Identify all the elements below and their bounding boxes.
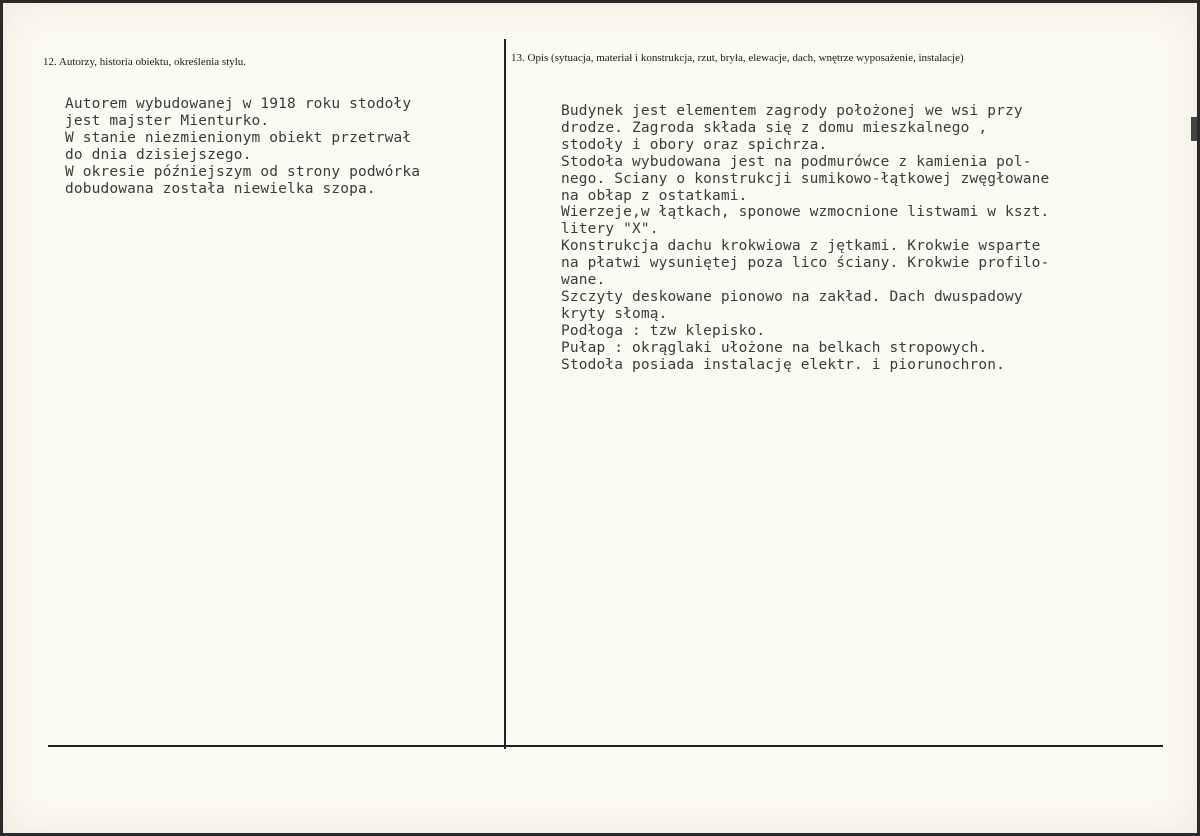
text-line: nego. Sciany o konstrukcji sumikowo-łątkowej zwęgłowane (561, 170, 1050, 187)
text-line: na obłap z ostatkami. (561, 187, 748, 204)
text-line: dobudowana została niewielka szopa. (65, 180, 376, 197)
scan-edge-mark (1191, 117, 1197, 141)
text-line: stodoły i obory oraz spichrza. (561, 136, 828, 153)
text-line: kryty słomą. (561, 305, 668, 322)
text-line: na płatwi wysuniętej poza lico ściany. Krokwie profilo- (561, 255, 1050, 272)
text-line: wane. (561, 272, 606, 289)
bottom-rule (48, 745, 1163, 747)
section-12-caption: 12. Autorzy, historia obiektu, określenia stylu. (43, 56, 247, 68)
text-line: Autorem wybudowanej w 1918 roku stodoły (65, 96, 412, 112)
column-divider (504, 39, 506, 749)
document-sheet (3, 3, 1197, 833)
text-line: Podłoga : tzw klepisko. (561, 322, 766, 339)
text-line: drodze. Zagroda składa się z domu mieszkalnego , (561, 119, 988, 136)
section-12-text (65, 96, 420, 197)
text-line: Szczyty deskowane pionowo na zakład. Dach dwuspadowy (561, 288, 1023, 305)
text-line: litery "X". (561, 221, 659, 238)
text-line: jest majster Mienturko. (65, 112, 270, 129)
text-line: Pułap : okrąglaki ułożone na belkach stropowych. (561, 339, 988, 356)
text-line: W okresie późniejszym od strony podwórka (65, 163, 421, 180)
text-line: Wierzeje,w łątkach, sponowe wzmocnione listwami w kszt. (561, 204, 1050, 221)
section-13-caption: 13. Opis (sytuacja, materiał i konstrukcja, rzut, bryła, elewacje, dach, wnętrze wyposażenie, instalacje) (511, 52, 964, 64)
text-line: Konstrukcja dachu krokwiowa z jętkami. Krokwie wsparte (561, 238, 1041, 255)
text-line: Stodoła posiada instalację elektr. i piorunochron. (561, 356, 1005, 373)
text-line: Stodoła wybudowana jest na podmurówce z kamienia pol- (561, 153, 1032, 170)
text-line: W stanie niezmienionym obiekt przetrwał (65, 129, 412, 146)
text-line: do dnia dzisiejszego. (65, 146, 252, 163)
text-line: Budynek jest elementem zagrody położonej we wsi przy (561, 103, 1023, 119)
section-13-text (561, 103, 1049, 374)
